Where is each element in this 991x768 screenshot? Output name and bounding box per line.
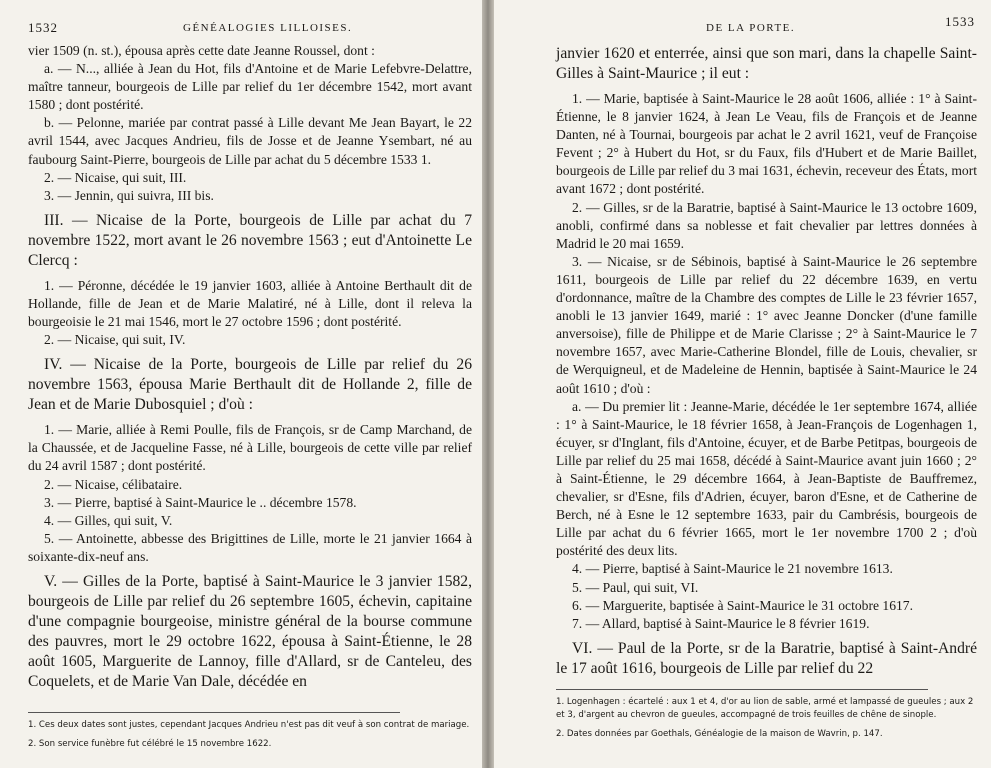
list-item: 4. — Pierre, baptisé à Saint-Maurice le 21 novembre 1613. (572, 561, 893, 577)
left-page-header (28, 20, 472, 42)
book-gutter (482, 0, 494, 768)
list-item: 5. — Antoinette, abbesse des Brigittines de Lille, morte le 21 janvier 1664 à soixante-dix-neuf ans. (28, 530, 472, 564)
right-footnotes (556, 696, 977, 741)
footnote-divider (556, 689, 928, 690)
left-page (0, 0, 482, 768)
paragraph: janvier 1620 et enterrée, ainsi que son mari, dans la chapelle Saint-Gilles à Saint-Maurice ; il eut : (556, 45, 977, 82)
footnote: 1. Logenhagen : écartelé : aux 1 et 4, d'or au lion de sable, armé et lampassé de gueules ; aux 2 et 3, d'argent au chevron de gueules, accompagné de trois feuilles de chêne de sinople. (556, 696, 974, 720)
section-heading-iii: III. — Nicaise de la Porte, bourgeois de Lille par achat du 7 novembre 1522, mort avant le 26 novembre 1563 ; eut d'Antoinette Le Clercq : (28, 211, 472, 269)
list-item: 2. — Nicaise, célibataire. (44, 476, 183, 492)
right-page-header (556, 14, 977, 36)
footnote-divider (28, 712, 400, 713)
footnote: 2. Son service funèbre fut célébré le 15 novembre 1622. (28, 738, 272, 749)
list-item: 7. — Allard, baptisé à Saint-Maurice le 8 février 1619. (572, 615, 870, 631)
list-item: 1. — Marie, baptisée à Saint-Maurice le 28 août 1606, alliée : 1° à Saint-Étienne, le 8 janvier 1624, à Jean Le Veau, fils de François et de Jeanne Danten, né à Tournai, bourgeois par achat le 2 avril 1621, veuf de Françoise Fevent ; 2° à Hubert du Hot, sr du Faux, fils d'Hubert et de Marie Baillet, bourgeois de Lille par relief du 3 mai 1631, échevin, receveur des États, mort avant 1672 ; dont postérité. (556, 91, 977, 197)
list-item: a. — Du premier lit : Jeanne-Marie, décédée le 1er septembre 1674, alliée : 1° à Saint-Maurice, le 18 février 1658, à Jean-François de Logenhagen 1, écuyer, sr d'Inglant, fils d'Antoine, écuyer, et de Barbe Petitpas, bourgeois de Lille par relief du 25 mai 1658, décédé à Saint-Maurice avant juin 1660 ; 2° à Saint-Étienne, le 29 décembre 1664, à Jean-Baptiste de Bauffremez, chevalier, sr d'Esne, fils d'Adrien, écuyer, baron d'Esne, et de Catherine de Berch, né à Esne le 12 septembre 1633, pair du Cambrésis, bourgeois de Lille par achat du 6 février 1665, mort le 1er novembre 1700 2 ; d'où postérité des deux lits. (556, 398, 977, 559)
right-running-title: DE LA PORTE. (706, 22, 796, 34)
paragraph: b. — Pelonne, mariée par contrat passé à Lille devant Me Jean Bayart, le 22 avril 1544, avec Jacques Andrieu, fils de Josse et de Jeanne Ysembart, né au faubourg Saint-Pierre, bourgeois de Lille par achat du 5 décembre 1533 1. (28, 115, 472, 167)
left-footnotes (28, 719, 472, 751)
footnote: 2. Dates données par Goethals, Généalogie de la maison de Wavrin, p. 147. (556, 728, 883, 739)
list-item: 1. — Marie, alliée à Remi Poulle, fils de François, sr de Camp Marchand, de la Chaussée, et de Jacqueline Fasse, né à Lille, bourgeois de cette ville par relief du 24 avril 1587 ; dont postérité. (28, 422, 472, 474)
right-page-number: 1533 (945, 14, 975, 29)
paragraph: vier 1509 (n. st.), épousa après cette date Jeanne Roussel, dont : (28, 43, 375, 58)
section-heading-vi: VI. — Paul de la Porte, sr de la Baratrie, baptisé à Saint-André le 17 août 1616, bourgeois de Lille par relief du 22 (556, 639, 977, 677)
right-page-body (556, 44, 977, 679)
list-item: 3. — Jennin, qui suivra, III bis. (44, 187, 214, 203)
left-running-title: GÉNÉALOGIES LILLOISES. (183, 22, 353, 34)
right-page (494, 0, 991, 768)
list-item: 3. — Pierre, baptisé à Saint-Maurice le .. décembre 1578. (44, 494, 357, 510)
list-item: 3. — Nicaise, sr de Sébinois, baptisé à Saint-Maurice le 26 septembre 1611, bourgeois de Lille par relief du 22 décembre 1639, en vertu d'ordonnance, maître de la Chambre des comptes de Lille le 23 février 1657, anobli le 13 janvier 1649, marié : 1° avec Jeanne Doncker (d'une famille anversoise), fille de Philippe et de Marie Clarisse ; 2° à Saint-Maurice le 7 novembre 1657, avec Marie-Catherine Blondel, fille de Louis, chevalier, sr de Werquigneul, et de Madeleine de Hennin, baptisée à Saint-Maurice le 24 août 1610 ; d'où : (556, 253, 977, 396)
left-page-number: 1532 (28, 20, 58, 35)
list-item: 2. — Nicaise, qui suit, IV. (44, 332, 186, 348)
list-item: 1. — Péronne, décédée le 19 janvier 1603, alliée à Antoine Berthault dit de Hollande, fille de Jean et de Marie Malatiré, né à Lille, dont il releva la bourgeoisie le 21 mai 1546, mort le 27 octobre 1596 ; dont postérité. (28, 277, 472, 330)
paragraph: a. — N..., alliée à Jean du Hot, fils d'Antoine et de Marie Lefebvre-Delattre, maître tanneur, bourgeois de Lille par relief du 1er décembre 1542, mort avant 1580 ; dont postérité. (28, 61, 472, 113)
section-heading-iv: IV. — Nicaise de la Porte, bourgeois de Lille par relief du 26 novembre 1563, épousa Marie Berthault dit de Hollande 2, fille de Jean et de Marie Dubosquiel ; d'où : (28, 356, 472, 414)
list-item: 2. — Nicaise, qui suit, III. (44, 169, 187, 185)
list-item: 5. — Paul, qui suit, VI. (572, 579, 699, 595)
list-item: 4. — Gilles, qui suit, V. (44, 512, 173, 528)
section-heading-v: V. — Gilles de la Porte, baptisé à Saint-Maurice le 3 janvier 1582, bourgeois de Lille par relief du 26 septembre 1605, échevin, capitaine d'une compagnie bourgeoise, ministre général de la bourse commune des pauvres, mort le 29 octobre 1622, épousa à Saint-Étienne, le 28 août 1605, Marguerite de Lannoy, fille d'Allard, sr de Canteleu, des Coquelets, et de Marie Van Dale, décédée en (28, 572, 472, 690)
footnote: 1. Ces deux dates sont justes, cependant Jacques Andrieu n'est pas dit veuf à son contrat de mariage. (28, 719, 470, 730)
list-item: 2. — Gilles, sr de la Baratrie, baptisé à Saint-Maurice le 13 octobre 1609, anobli, confirmé dans sa noblesse et fait chevalier par lettres données à Madrid le 20 mai 1659. (556, 199, 977, 251)
left-page-body (28, 42, 472, 692)
list-item: 6. — Marguerite, baptisée à Saint-Maurice le 31 octobre 1617. (572, 597, 913, 613)
